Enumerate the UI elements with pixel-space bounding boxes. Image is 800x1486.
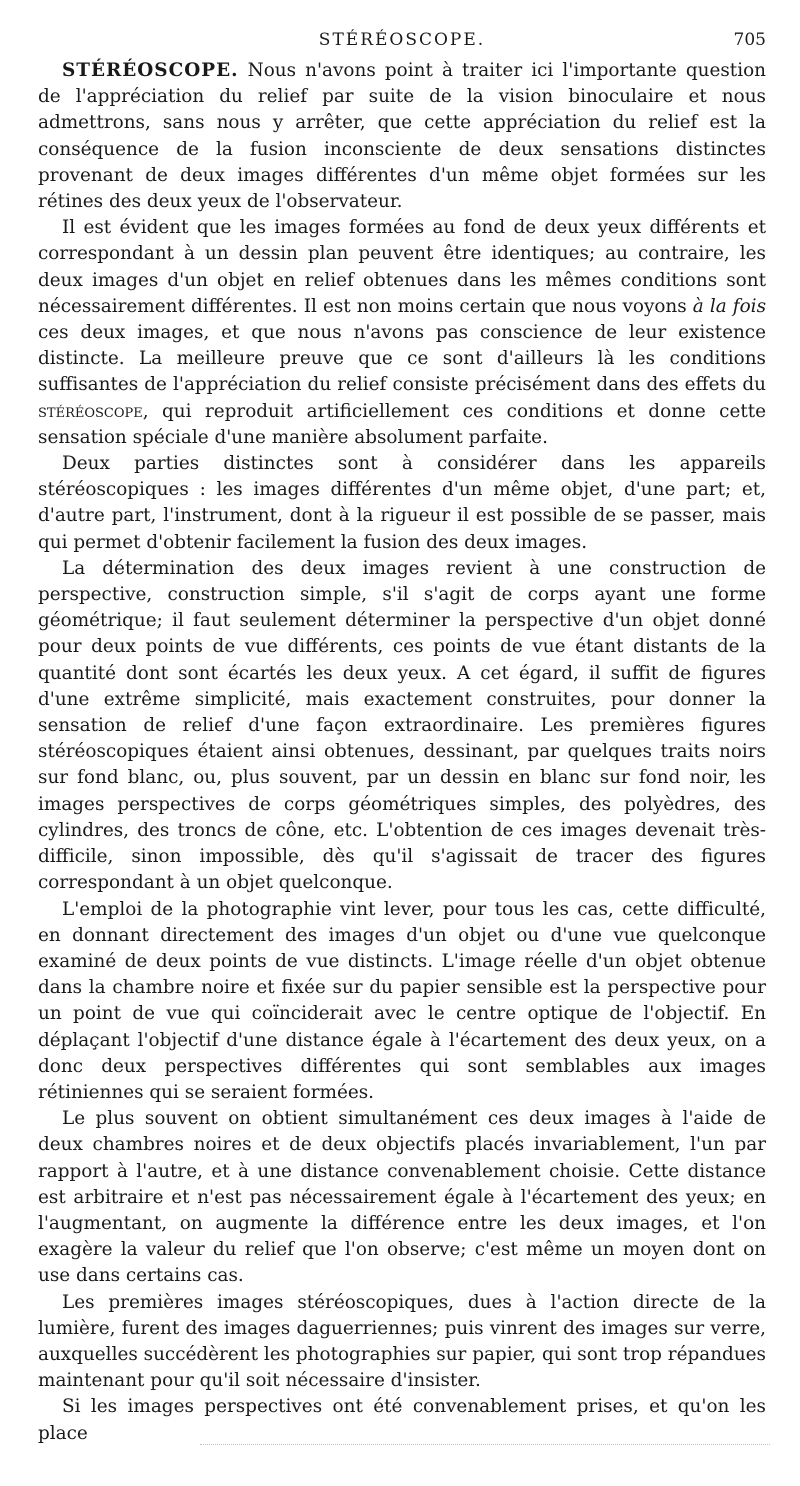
running-title: STÉRÉOSCOPE.: [318, 30, 486, 50]
running-header: [38, 30, 766, 58]
paragraph-3: Deux parties distinctes sont à considérer dans les appareils stéréoscopiques : les images différentes d'un même objet, d'une part; et, d'autre part, l'instrument, dont à la rigueur il est possible de se passer, mais qui permet d'obtenir facilement la fusion des deux images.: [38, 453, 766, 553]
entry-headword: STÉRÉOSCOPE.: [62, 60, 239, 81]
paragraph-2: [38, 215, 766, 451]
paragraph-1: [38, 58, 766, 215]
paragraph-1-text: Nous n'avons point à traiter ici l'importante question de l'appréciation du relief par suite de la vision binoculaire et nous admettrons, sans nous y arrêter, que cette appréciation du relief est la conséquence de la fusion inconsciente de deux sensations distinctes provenant de deux images différentes d'un même objet formées sur les rétines des deux yeux de l'observateur.: [38, 60, 766, 213]
paragraph-4: La détermination des deux images revient à une construction de perspective, construction simple, s'il s'agit de corps ayant une forme géométrique; il faut seulement déterminer la perspective d'un objet donné pour deux points de vue différents, ces points de vue étant distants de la quantité dont sont écartés les deux yeux. A cet égard, il suffit de figures d'une extrême simplicité, mais exactement construites, pour donner la sensation de relief d'une façon extraordinaire. Les premières figures stéréoscopiques étaient ainsi obtenues, dessinant, par quelques traits noirs sur fond blanc, ou, plus souvent, par un dessin en blanc sur fond noir, les images perspectives de corps géométriques simples, des polyèdres, des cylindres, des troncs de cône, etc. L'obtention de ces images devenait très-difficile, sinon impossible, dès qu'il s'agissait de tracer des figures correspondant à un objet quelconque.: [38, 557, 766, 894]
paragraph-2-part1: Il est évident que les images formées au fond de deux yeux différents et correspondant à un dessin plan peuvent être identiques; au contraire, les deux images d'un objet en relief obtenues dans les mêmes conditions sont nécessairement différentes. Il est non moins certain que nous voyons: [38, 217, 766, 317]
paragraph-7: Les premières images stéréoscopiques, dues à l'action directe de la lumière, furent des images daguerriennes; puis vinrent des images sur verre, auxquelles succédèrent les photographies sur papier, qui sont trop répandues maintenant pour qu'il soit nécessaire d'insister.: [38, 1291, 766, 1392]
paragraph-2-part3: , qui reproduit artificiellement ces conditions et donne cette sensation spéciale d'une manière absolument parfaite.: [38, 400, 766, 448]
paragraph-2-part2: ces deux images, et que nous n'avons pas conscience de leur existence distincte. La meilleure preuve que ce sont d'ailleurs là les conditions suffisantes de l'appréciation du relief consiste précisément dans des effets du: [38, 322, 766, 396]
paragraph-6: Le plus souvent on obtient simultanément ces deux images à l'aide de deux chambres noires et de deux objectifs placés invariablement, l'un par rapport à l'autre, et à une distance convenablement choisie. Cette distance est arbitraire et n'est pas nécessairement égale à l'écartement des yeux; en l'augmentant, on augmente la différence entre les deux images, et l'on exagère la valeur du relief que l'on observe; c'est même un moyen dont on use dans certains cas.: [38, 1108, 766, 1287]
footer-rule: [200, 1444, 770, 1445]
paragraph-5: L'emploi de la photographie vint lever, pour tous les cas, cette difficulté, en donnant directement des images d'un objet ou d'une vue quelconque examiné de deux points de vue distincts. L'image réelle d'un objet obtenue dans la chambre noire et fixée sur du papier sensible est la perspective pour un point de vue qui coïnciderait avec le centre optique de l'objectif. En déplaçant l'objectif d'une distance égale à l'écartement des deux yeux, on a donc deux perspectives différentes qui sont semblables aux images rétiniennes qui se seraient formées.: [38, 898, 766, 1103]
paragraph-2-emphasis: à la fois: [692, 295, 767, 317]
article-body: [38, 58, 766, 1447]
paragraph-2-smallcaps: stéréoscope: [38, 400, 143, 422]
page-number: 705: [733, 30, 766, 50]
paragraph-8: Si les images perspectives ont été convenablement prises, et qu'on les place: [38, 1396, 766, 1444]
